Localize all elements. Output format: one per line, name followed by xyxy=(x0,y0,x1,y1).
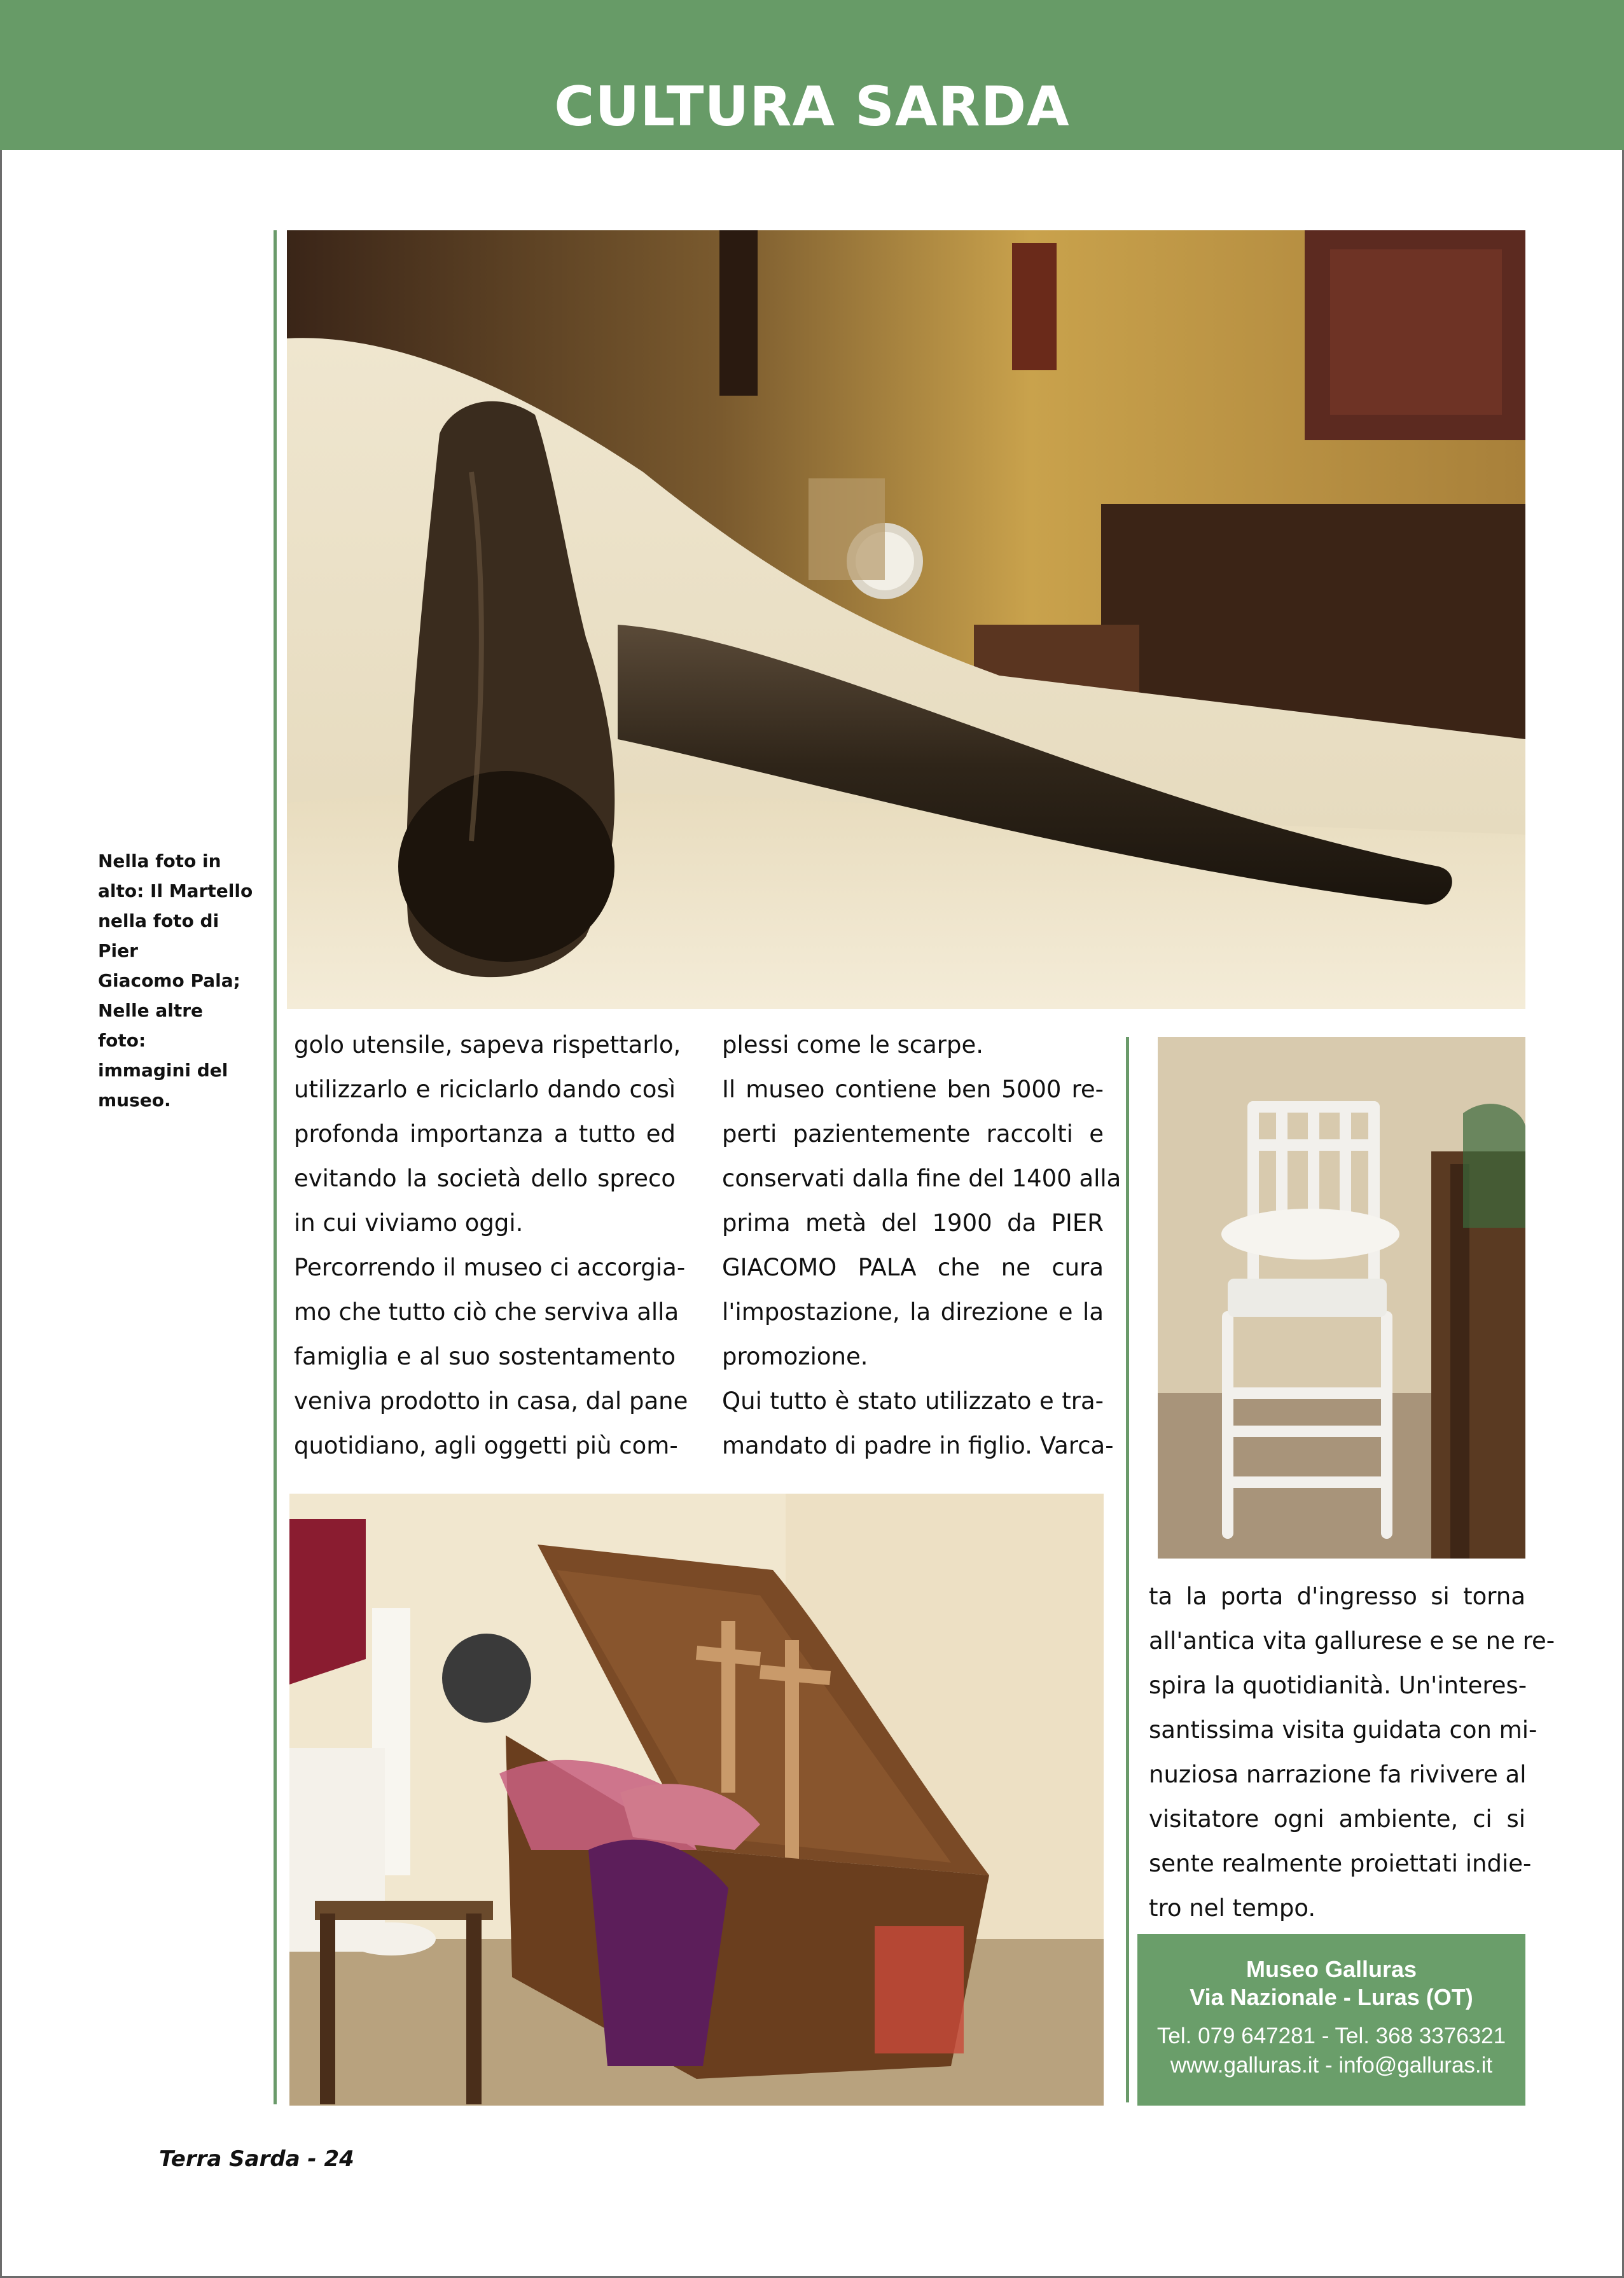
text-line: prima metà del 1900 da PIER xyxy=(722,1209,1104,1237)
text-line: Il museo contiene ben 5000 re- xyxy=(722,1076,1104,1103)
text-line: Qui tutto è stato utilizzato e tra- xyxy=(722,1387,1104,1415)
museum-web-email: www.galluras.it - info@galluras.it xyxy=(1170,2053,1493,2078)
text-line: mandato di padre in figlio. Varca- xyxy=(722,1432,1114,1459)
caption-line: Nella foto in xyxy=(98,851,221,872)
text-line: quotidiano, agli oggetti più com- xyxy=(294,1432,678,1459)
photo-caption xyxy=(98,846,254,1115)
caption-line: alto: Il Martello xyxy=(98,880,253,901)
caption-line: Giacomo Pala; xyxy=(98,970,240,991)
text-line: famiglia e al suo sostentamento xyxy=(294,1343,676,1370)
text-line: ta la porta d'ingresso si torna xyxy=(1149,1583,1525,1610)
text-line: GIACOMO PALA che ne cura xyxy=(722,1254,1104,1281)
text-line: all'antica vita gallurese e se ne re- xyxy=(1149,1627,1555,1655)
article-column-left xyxy=(294,1023,688,1468)
section-title: CULTURA SARDA xyxy=(554,75,1070,139)
text-line: mo che tutto ciò che serviva alla xyxy=(294,1298,679,1326)
text-line: santissima visita guidata con mi- xyxy=(1149,1716,1537,1744)
text-line: l'impostazione, la direzione e la xyxy=(722,1298,1104,1326)
left-column-rule xyxy=(274,230,277,2104)
text-line: in cui viviamo oggi. xyxy=(294,1209,524,1237)
museum-address: Via Nazionale - Luras (OT) xyxy=(1190,1984,1473,2010)
text-line: evitando la società dello spreco xyxy=(294,1165,676,1192)
text-line: promozione. xyxy=(722,1343,868,1370)
text-line: Percorrendo il museo ci accorgia- xyxy=(294,1254,686,1281)
text-line: golo utensile, sapeva rispettarlo, xyxy=(294,1031,681,1059)
text-line: nuziosa narrazione fa rivivere al xyxy=(1149,1761,1527,1788)
caption-line: Nelle altre foto: xyxy=(98,1000,204,1051)
high-chair-photo xyxy=(1158,1037,1525,1559)
text-line: plessi come le scarpe. xyxy=(722,1031,983,1059)
museum-info-box xyxy=(1137,1934,1525,2106)
caption-line: immagini del xyxy=(98,1060,228,1081)
text-line: spira la quotidianità. Un'interes- xyxy=(1149,1672,1527,1699)
text-line: profonda importanza a tutto ed xyxy=(294,1120,676,1148)
text-line: tro nel tempo. xyxy=(1149,1894,1316,1922)
wooden-chest-photo xyxy=(289,1494,1104,2106)
museum-name: Museo Galluras xyxy=(1246,1956,1417,1982)
hammer-photo xyxy=(287,230,1525,1009)
text-line: visitatore ogni ambiente, ci si xyxy=(1149,1805,1525,1833)
caption-line: museo. xyxy=(98,1090,171,1111)
text-line: sente realmente proiettati indie- xyxy=(1149,1850,1532,1877)
text-line: veniva prodotto in casa, dal pane xyxy=(294,1387,688,1415)
text-line: conservati dalla fine del 1400 alla xyxy=(722,1165,1121,1192)
middle-column-rule xyxy=(1126,1037,1129,2102)
text-line: perti pazientemente raccolti e xyxy=(722,1120,1104,1148)
page-footer: Terra Sarda - 24 xyxy=(159,2146,354,2172)
article-column-right xyxy=(1149,1574,1555,1931)
museum-phones: Tel. 079 647281 - Tel. 368 3376321 xyxy=(1156,2024,1506,2048)
article-column-middle xyxy=(722,1023,1121,1468)
caption-line: nella foto di Pier xyxy=(98,910,219,961)
text-line: utilizzarlo e riciclarlo dando così xyxy=(294,1076,676,1103)
